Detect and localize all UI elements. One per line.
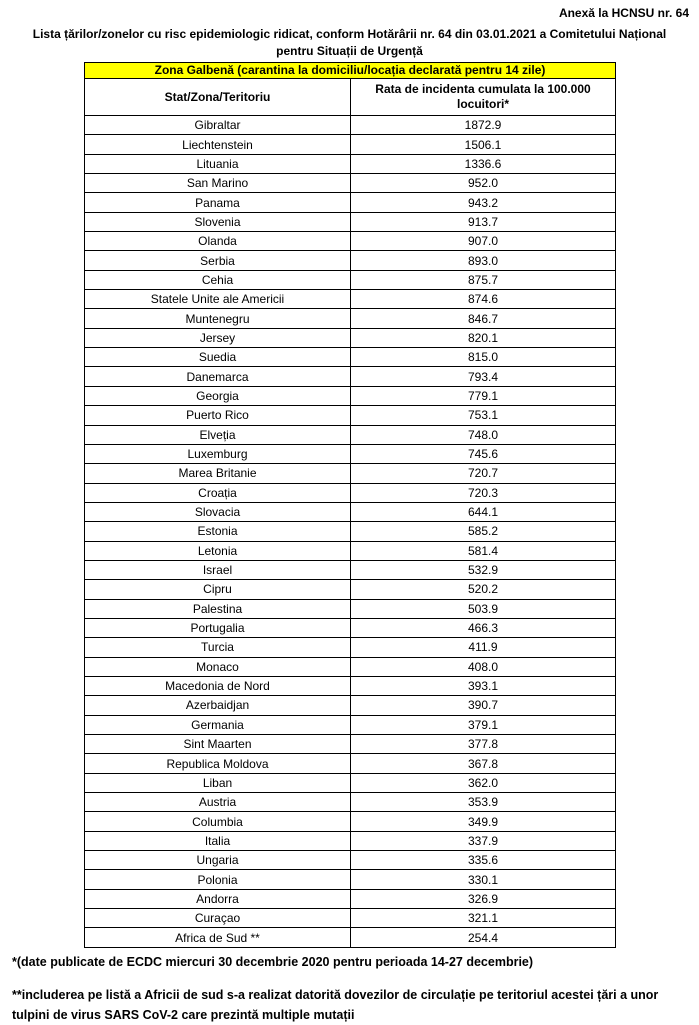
rate-cell: 362.0	[351, 773, 616, 792]
column-header-row	[85, 79, 616, 116]
territory-cell: Slovacia	[85, 502, 351, 521]
table-row	[85, 193, 616, 212]
territory-cell: Cehia	[85, 270, 351, 289]
territory-cell: Olanda	[85, 232, 351, 251]
risk-countries-table	[84, 62, 616, 948]
territory-cell: Muntenegru	[85, 309, 351, 328]
rate-cell: 379.1	[351, 715, 616, 734]
territory-cell: Marea Britanie	[85, 464, 351, 483]
territory-cell: Turcia	[85, 638, 351, 657]
footnote-data-source: *(date publicate de ECDC miercuri 30 decembrie 2020 pentru perioada 14-27 decembrie)	[12, 955, 534, 969]
table-row	[85, 232, 616, 251]
rate-cell: 907.0	[351, 232, 616, 251]
rate-cell: 846.7	[351, 309, 616, 328]
territory-cell: Georgia	[85, 386, 351, 405]
territory-cell: Azerbaidjan	[85, 696, 351, 715]
zone-header-row	[85, 63, 616, 79]
rate-cell: 581.4	[351, 541, 616, 560]
rate-cell: 893.0	[351, 251, 616, 270]
rate-cell: 875.7	[351, 270, 616, 289]
table-row	[85, 251, 616, 270]
title-line-1: Lista țărilor/zonelor cu risc epidemiologic ridicat, conform Hotărârii nr. 64 din 03.01.2021 a Comitetului Național	[32, 27, 667, 41]
territory-cell: Israel	[85, 560, 351, 579]
rate-cell: 330.1	[351, 870, 616, 889]
territory-cell: Gibraltar	[85, 116, 351, 135]
territory-cell: Sint Maarten	[85, 735, 351, 754]
rate-cell: 745.6	[351, 444, 616, 463]
rate-cell: 393.1	[351, 676, 616, 695]
rate-cell: 532.9	[351, 560, 616, 579]
table-row	[85, 812, 616, 831]
rate-cell: 874.6	[351, 290, 616, 309]
territory-cell: Liban	[85, 773, 351, 792]
table-row	[85, 464, 616, 483]
rate-cell: 644.1	[351, 502, 616, 521]
rate-cell: 466.3	[351, 618, 616, 637]
table-row	[85, 154, 616, 173]
zone-label: Zona Galbenă (carantina la domiciliu/locația declarată pentru 14 zile)	[85, 63, 616, 79]
territory-cell: Panama	[85, 193, 351, 212]
table-row	[85, 367, 616, 386]
territory-cell: Portugalia	[85, 618, 351, 637]
rate-cell: 720.3	[351, 483, 616, 502]
rate-cell: 820.1	[351, 328, 616, 347]
territory-cell: Lituania	[85, 154, 351, 173]
rate-cell: 503.9	[351, 599, 616, 618]
territory-cell: Germania	[85, 715, 351, 734]
document-title	[4, 26, 695, 60]
rate-cell: 748.0	[351, 425, 616, 444]
territory-cell: Danemarca	[85, 367, 351, 386]
table-row	[85, 618, 616, 637]
table-row	[85, 212, 616, 231]
table-row	[85, 735, 616, 754]
table-row	[85, 348, 616, 367]
rate-cell: 377.8	[351, 735, 616, 754]
table-row	[85, 909, 616, 928]
rate-cell: 520.2	[351, 580, 616, 599]
territory-cell: Africa de Sud **	[85, 928, 351, 947]
rate-cell: 326.9	[351, 889, 616, 908]
territory-cell: Elveția	[85, 425, 351, 444]
table-row	[85, 270, 616, 289]
rate-cell: 720.7	[351, 464, 616, 483]
table-row	[85, 676, 616, 695]
column-header-rate: Rata de incidenta cumulata la 100.000 locuitori*	[351, 79, 616, 116]
rate-cell: 367.8	[351, 754, 616, 773]
column-header-territory: Stat/Zona/Teritoriu	[85, 79, 351, 116]
rate-cell: 337.9	[351, 831, 616, 850]
territory-cell: Austria	[85, 793, 351, 812]
table-row	[85, 870, 616, 889]
territory-cell: Ungaria	[85, 851, 351, 870]
territory-cell: Jersey	[85, 328, 351, 347]
table-row	[85, 580, 616, 599]
territory-cell: Cipru	[85, 580, 351, 599]
table-row	[85, 425, 616, 444]
territory-cell: Columbia	[85, 812, 351, 831]
territory-cell: Andorra	[85, 889, 351, 908]
table-row	[85, 793, 616, 812]
rate-cell: 321.1	[351, 909, 616, 928]
rate-cell: 390.7	[351, 696, 616, 715]
territory-cell: Italia	[85, 831, 351, 850]
title-line-2: pentru Situații de Urgență	[276, 44, 423, 58]
territory-cell: Suedia	[85, 348, 351, 367]
rate-cell: 1336.6	[351, 154, 616, 173]
territory-cell: Letonia	[85, 541, 351, 560]
table-row	[85, 290, 616, 309]
territory-cell: Estonia	[85, 522, 351, 541]
territory-cell: Statele Unite ale Americii	[85, 290, 351, 309]
rate-cell: 349.9	[351, 812, 616, 831]
table-row	[85, 502, 616, 521]
rate-cell: 1506.1	[351, 135, 616, 154]
rate-cell: 815.0	[351, 348, 616, 367]
territory-cell: Luxemburg	[85, 444, 351, 463]
territory-cell: Republica Moldova	[85, 754, 351, 773]
territory-cell: Liechtenstein	[85, 135, 351, 154]
table-row	[85, 851, 616, 870]
rate-cell: 913.7	[351, 212, 616, 231]
territory-cell: Curaçao	[85, 909, 351, 928]
territory-cell: Palestina	[85, 599, 351, 618]
rate-cell: 753.1	[351, 406, 616, 425]
territory-cell: Serbia	[85, 251, 351, 270]
rate-cell: 952.0	[351, 174, 616, 193]
rate-cell: 408.0	[351, 657, 616, 676]
rate-cell: 793.4	[351, 367, 616, 386]
table-row	[85, 754, 616, 773]
rate-cell: 1872.9	[351, 116, 616, 135]
table-row	[85, 522, 616, 541]
rate-cell: 353.9	[351, 793, 616, 812]
table-row	[85, 483, 616, 502]
rate-cell: 411.9	[351, 638, 616, 657]
territory-cell: Slovenia	[85, 212, 351, 231]
table-row	[85, 560, 616, 579]
rate-cell: 585.2	[351, 522, 616, 541]
rate-cell: 254.4	[351, 928, 616, 947]
rate-cell: 943.2	[351, 193, 616, 212]
territory-cell: Macedonia de Nord	[85, 676, 351, 695]
table-row	[85, 541, 616, 560]
footnote-south-africa: **includerea pe listă a Africii de sud s-a realizat datorită dovezilor de circulație pe teritoriul acestei țări a unor tulpini de virus SARS CoV-2 care prezintă multiple mutații	[12, 988, 659, 1022]
table-row	[85, 309, 616, 328]
table-row	[85, 386, 616, 405]
table-row	[85, 599, 616, 618]
table-row	[85, 657, 616, 676]
table-row	[85, 715, 616, 734]
table-row	[85, 773, 616, 792]
table-row	[85, 696, 616, 715]
table-row	[85, 328, 616, 347]
territory-cell: San Marino	[85, 174, 351, 193]
territory-cell: Croația	[85, 483, 351, 502]
table-row	[85, 174, 616, 193]
table-row	[85, 831, 616, 850]
table-row	[85, 406, 616, 425]
territory-cell: Puerto Rico	[85, 406, 351, 425]
rate-cell: 779.1	[351, 386, 616, 405]
table-row	[85, 135, 616, 154]
territory-cell: Monaco	[85, 657, 351, 676]
table-row	[85, 444, 616, 463]
table-row	[85, 889, 616, 908]
territory-cell: Polonia	[85, 870, 351, 889]
table-row	[85, 116, 616, 135]
rate-cell: 335.6	[351, 851, 616, 870]
table-row	[85, 638, 616, 657]
table-body	[85, 116, 616, 948]
annex-label: Anexă la HCNSU nr. 64	[558, 6, 689, 20]
table-row	[85, 928, 616, 947]
